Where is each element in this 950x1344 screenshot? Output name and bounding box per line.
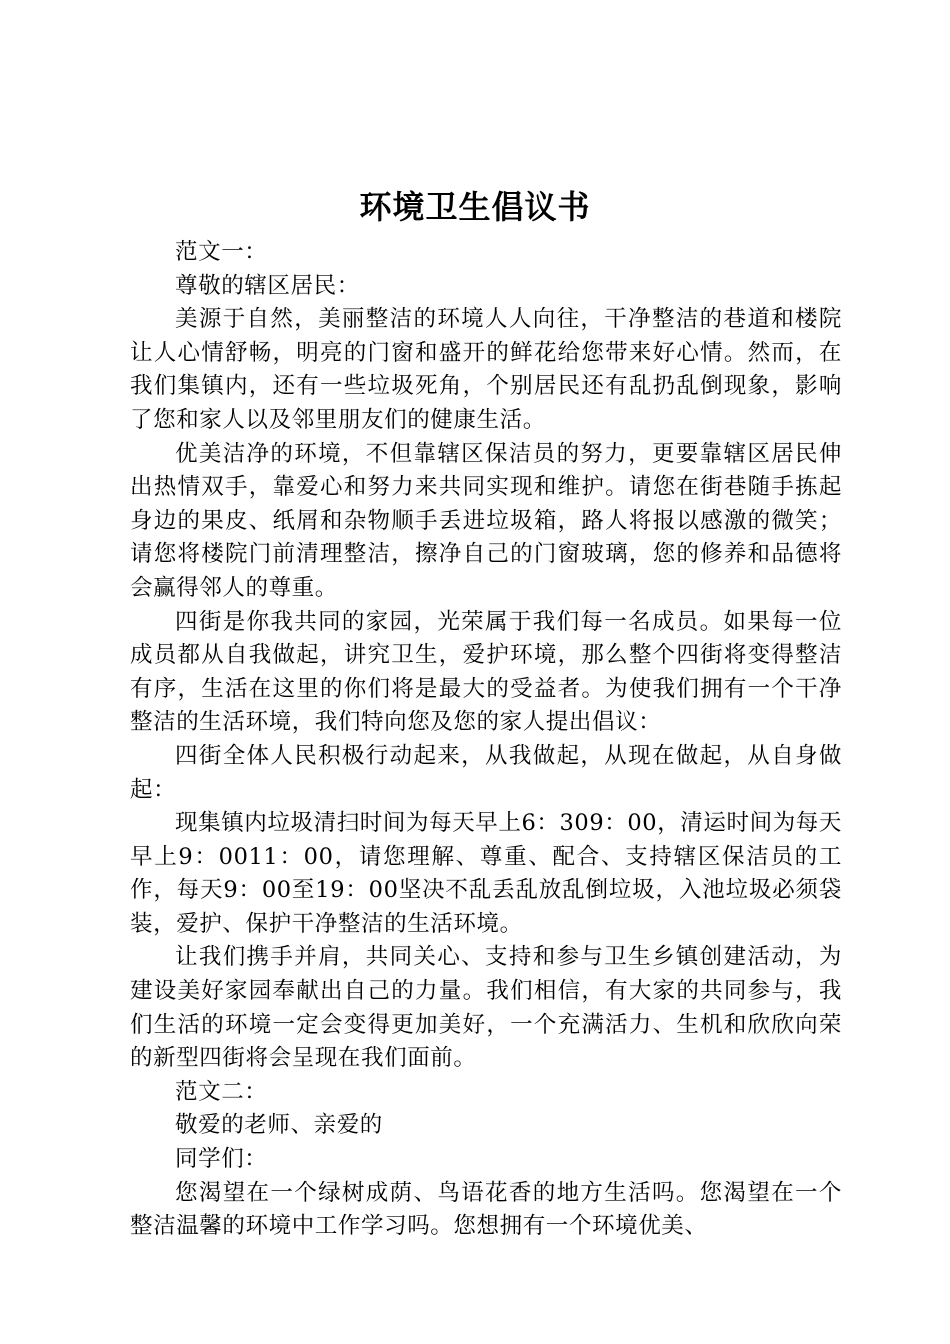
paragraph: 四街全体人民积极行动起来，从我做起，从现在做起，从自身做起： [130,742,842,803]
paragraph: 美源于自然，美丽整洁的环境人人向往，干净整洁的巷道和楼院让人心情舒畅，明亮的门窗和盛开的鲜花给您带来好心情。然而，在我们集镇内，还有一些垃圾死角，个别居民还有乱扔乱倒现象，影响了您和家人以及邻里朋友们的健康生活。 [130,306,842,433]
document-body [130,236,842,1244]
paragraph: 优美洁净的环境，不但靠辖区保洁员的努力，更要靠辖区居民伸出热情双手，靠爱心和努力来共同实现和维护。请您在街巷随手拣起身边的果皮、纸屑和杂物顺手丢进垃圾箱，路人将报以感激的微笑；请您将楼院门前清理整洁，擦净自己的门窗玻璃，您的修养和品德将会赢得邻人的尊重。 [130,440,842,601]
paragraph: 范文一： [175,239,268,265]
paragraph: 现集镇内垃圾清扫时间为每天早上6：309：00，清运时间为每天早上9：0011：00，请您理解、尊重、配合、支持辖区保洁员的工作，每天9：00至19：00坚决不乱丢乱放乱倒垃圾，入池垃圾必须袋装，爱护、保护干净整洁的生活环境。 [130,810,842,937]
paragraph: 让我们携手并肩，共同关心、支持和参与卫生乡镇创建活动，为建设美好家园奉献出自己的力量。我们相信，有大家的共同参与，我们生活的环境一定会变得更加美好，一个充满活力、生机和欣欣向荣的新型四街将会呈现在我们面前。 [130,944,842,1072]
paragraph: 您渴望在一个绿树成荫、鸟语花香的地方生活吗。您渴望在一个整洁温馨的环境中工作学习吗。您想拥有一个环境优美、 [130,1179,842,1240]
paragraph: 敬爱的老师、亲爱的 [175,1112,383,1139]
paragraph: 四街是你我共同的家园，光荣属于我们每一名成员。如果每一位成员都从自我做起，讲究卫生，爱护环境，那么整个四街将变得整洁有序，生活在这里的你们将是最大的受益者。为使我们拥有一个干净整洁的生活环境，我们特向您及您的家人提出倡议： [130,608,842,736]
paragraph: 尊敬的辖区居民： [175,272,360,299]
paragraph: 同学们： [175,1146,268,1173]
document-title: 环境卫生倡议书 [359,188,591,226]
paragraph: 范文二： [175,1078,268,1105]
